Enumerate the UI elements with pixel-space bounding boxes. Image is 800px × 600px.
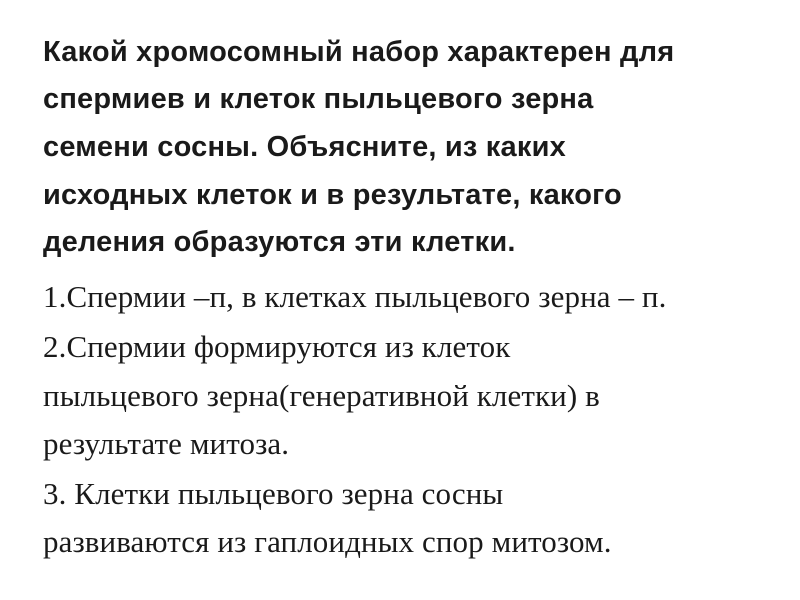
answer-line-6: развиваются из гаплоидных спор митозом. [43, 524, 612, 559]
answer-line-5: 3. Клетки пыльцевого зерна сосны [43, 476, 504, 511]
answer-line-3: пыльцевого зерна(генеративной клетки) в [43, 378, 600, 413]
question-line-4: исходных клеток и в результате, какого [43, 179, 622, 211]
answer-line-2: 2.Спермии формируются из клеток [43, 329, 511, 364]
question-line-5: деления образуются эти клетки. [43, 226, 516, 258]
answer-line-1: 1.Спермии –п, в клетках пыльцевого зерна – п. [43, 279, 667, 314]
answer-line-4: результате митоза. [43, 426, 290, 461]
question-line-1: Какой хромосомный набор характерен для [43, 36, 675, 68]
question-line-3: семени сосны. Объясните, из каких [43, 131, 566, 163]
question-line-2: спермиев и клеток пыльцевого зерна [43, 83, 594, 115]
